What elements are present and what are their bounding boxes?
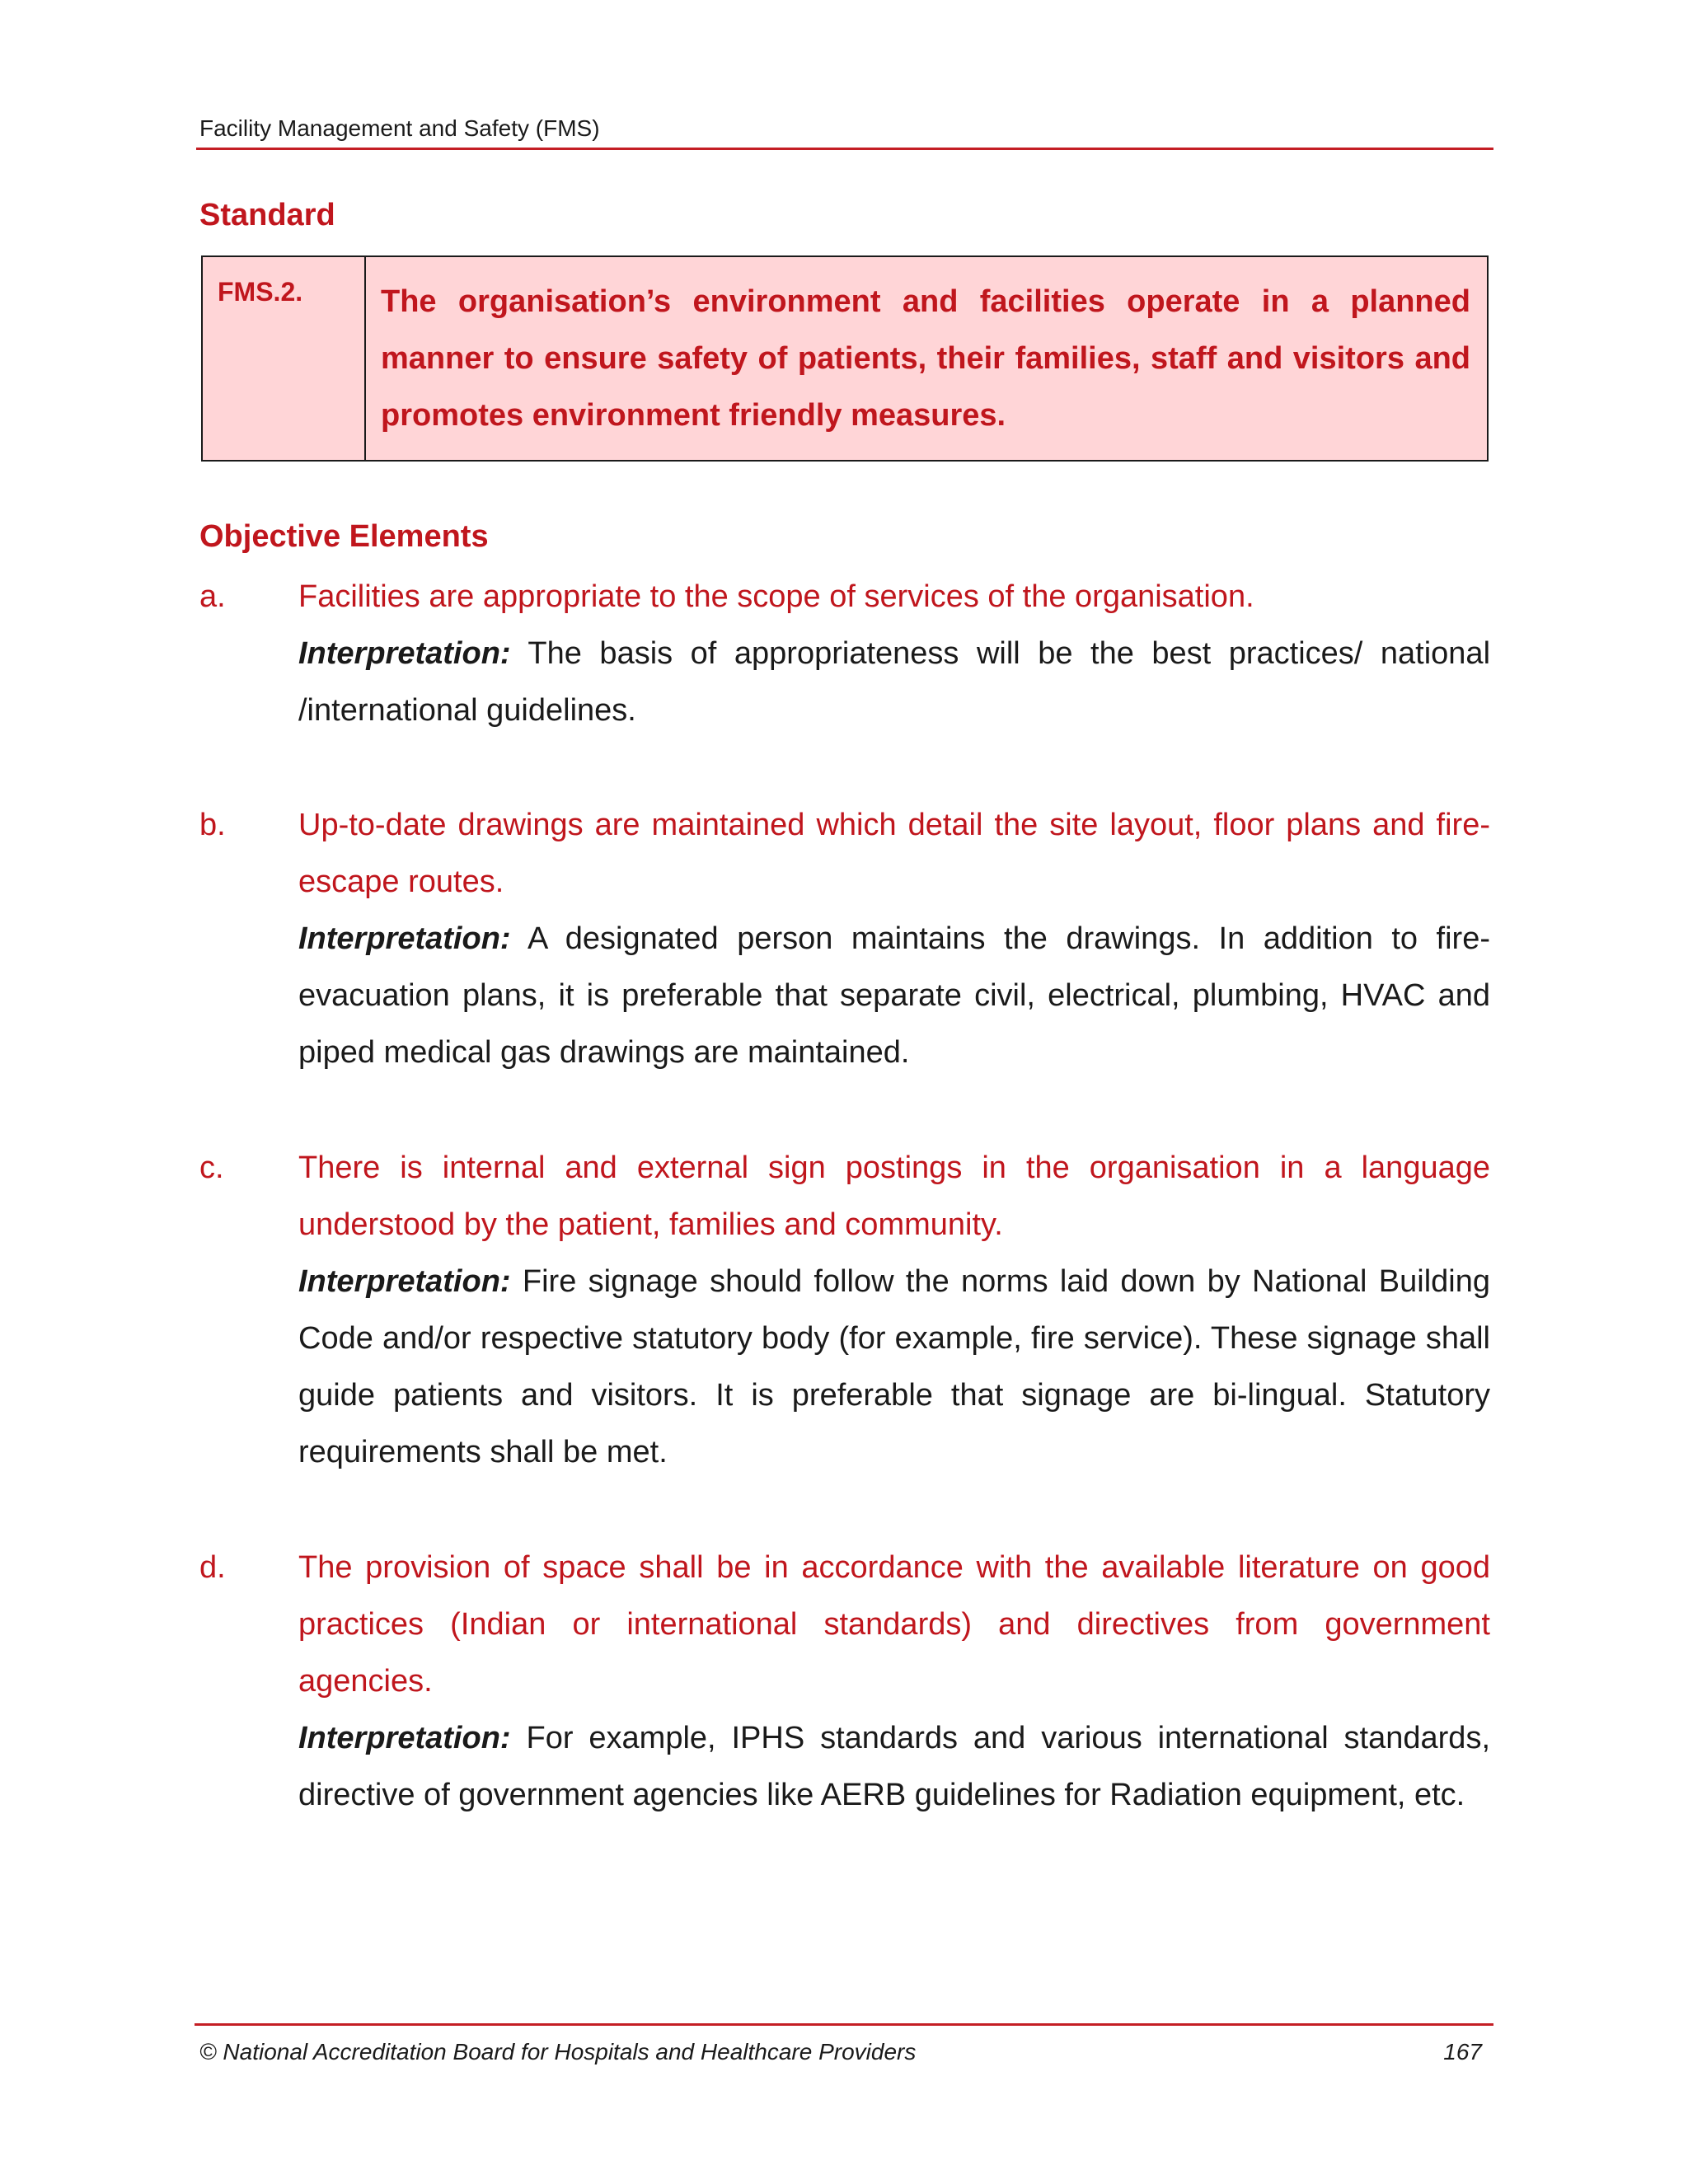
element-letter: a. bbox=[199, 579, 226, 614]
interpretation-text: The basis of appropriateness will be the best practices/ national /international guidelines. bbox=[298, 636, 1491, 728]
element-letter: c. bbox=[199, 1151, 224, 1185]
interpretation-text: For example, IPHS standards and various international standards, directive of government agencies like AERB guidelines for Radiation equipment, etc. bbox=[298, 1721, 1490, 1812]
footer-divider bbox=[195, 2023, 1493, 2026]
interpretation-label: Interpretation: bbox=[298, 636, 511, 671]
interpretation-label: Interpretation: bbox=[298, 921, 511, 956]
element-interpretation bbox=[298, 911, 1490, 1081]
standard-heading: Standard bbox=[199, 198, 335, 232]
element-letter: b. bbox=[199, 808, 226, 842]
element-body bbox=[298, 797, 1490, 1081]
header-divider bbox=[196, 148, 1493, 150]
header-title: Facility Management and Safety (FMS) bbox=[199, 115, 600, 141]
standard-table bbox=[201, 255, 1489, 462]
element-text: Facilities are appropriate to the scope of services of the organisation. bbox=[298, 579, 1254, 614]
element-body bbox=[298, 569, 1490, 739]
interpretation-text: Fire signage should follow the norms laid down by National Building Code and/or respective statutory body (for example, fire service). These signage shall guide patients and visitors. It is preferable that signage are bi-lingual. Statutory requirements shall be met. bbox=[298, 1264, 1490, 1469]
interpretation-label: Interpretation: bbox=[298, 1264, 511, 1299]
interpretation-text: A designated person maintains the drawings. In addition to fire-evacuation plans, it is preferable that separate civil, electrical, plumbing, HVAC and piped medical gas drawings are maintained. bbox=[298, 921, 1490, 1070]
element-body bbox=[298, 1140, 1490, 1481]
standard-code: FMS.2. bbox=[203, 257, 366, 460]
element-interpretation bbox=[298, 1254, 1490, 1481]
element-interpretation bbox=[298, 626, 1490, 739]
footer-copyright: © National Accreditation Board for Hospitals and Healthcare Providers bbox=[199, 2039, 917, 2064]
element-text: The provision of space shall be in accordance with the available literature on good practices (Indian or international standards) and directives from government agencies. bbox=[298, 1550, 1490, 1699]
element-text: There is internal and external sign postings in the organisation in a language understood by the patient, families and community. bbox=[298, 1151, 1490, 1242]
element-body bbox=[298, 1540, 1490, 1824]
standard-text: The organisation’s environment and facilities operate in a planned manner to ensure safety of patients, their families, staff and visitors and promotes environment friendly measures. bbox=[381, 284, 1470, 433]
element-text: Up-to-date drawings are maintained which detail the site layout, floor plans and fire-escape routes. bbox=[298, 808, 1490, 899]
page-number: 167 bbox=[1443, 2039, 1482, 2064]
objective-elements-heading: Objective Elements bbox=[199, 519, 489, 554]
element-letter: d. bbox=[199, 1550, 226, 1585]
interpretation-label: Interpretation: bbox=[298, 1721, 511, 1755]
element-interpretation bbox=[298, 1710, 1490, 1824]
